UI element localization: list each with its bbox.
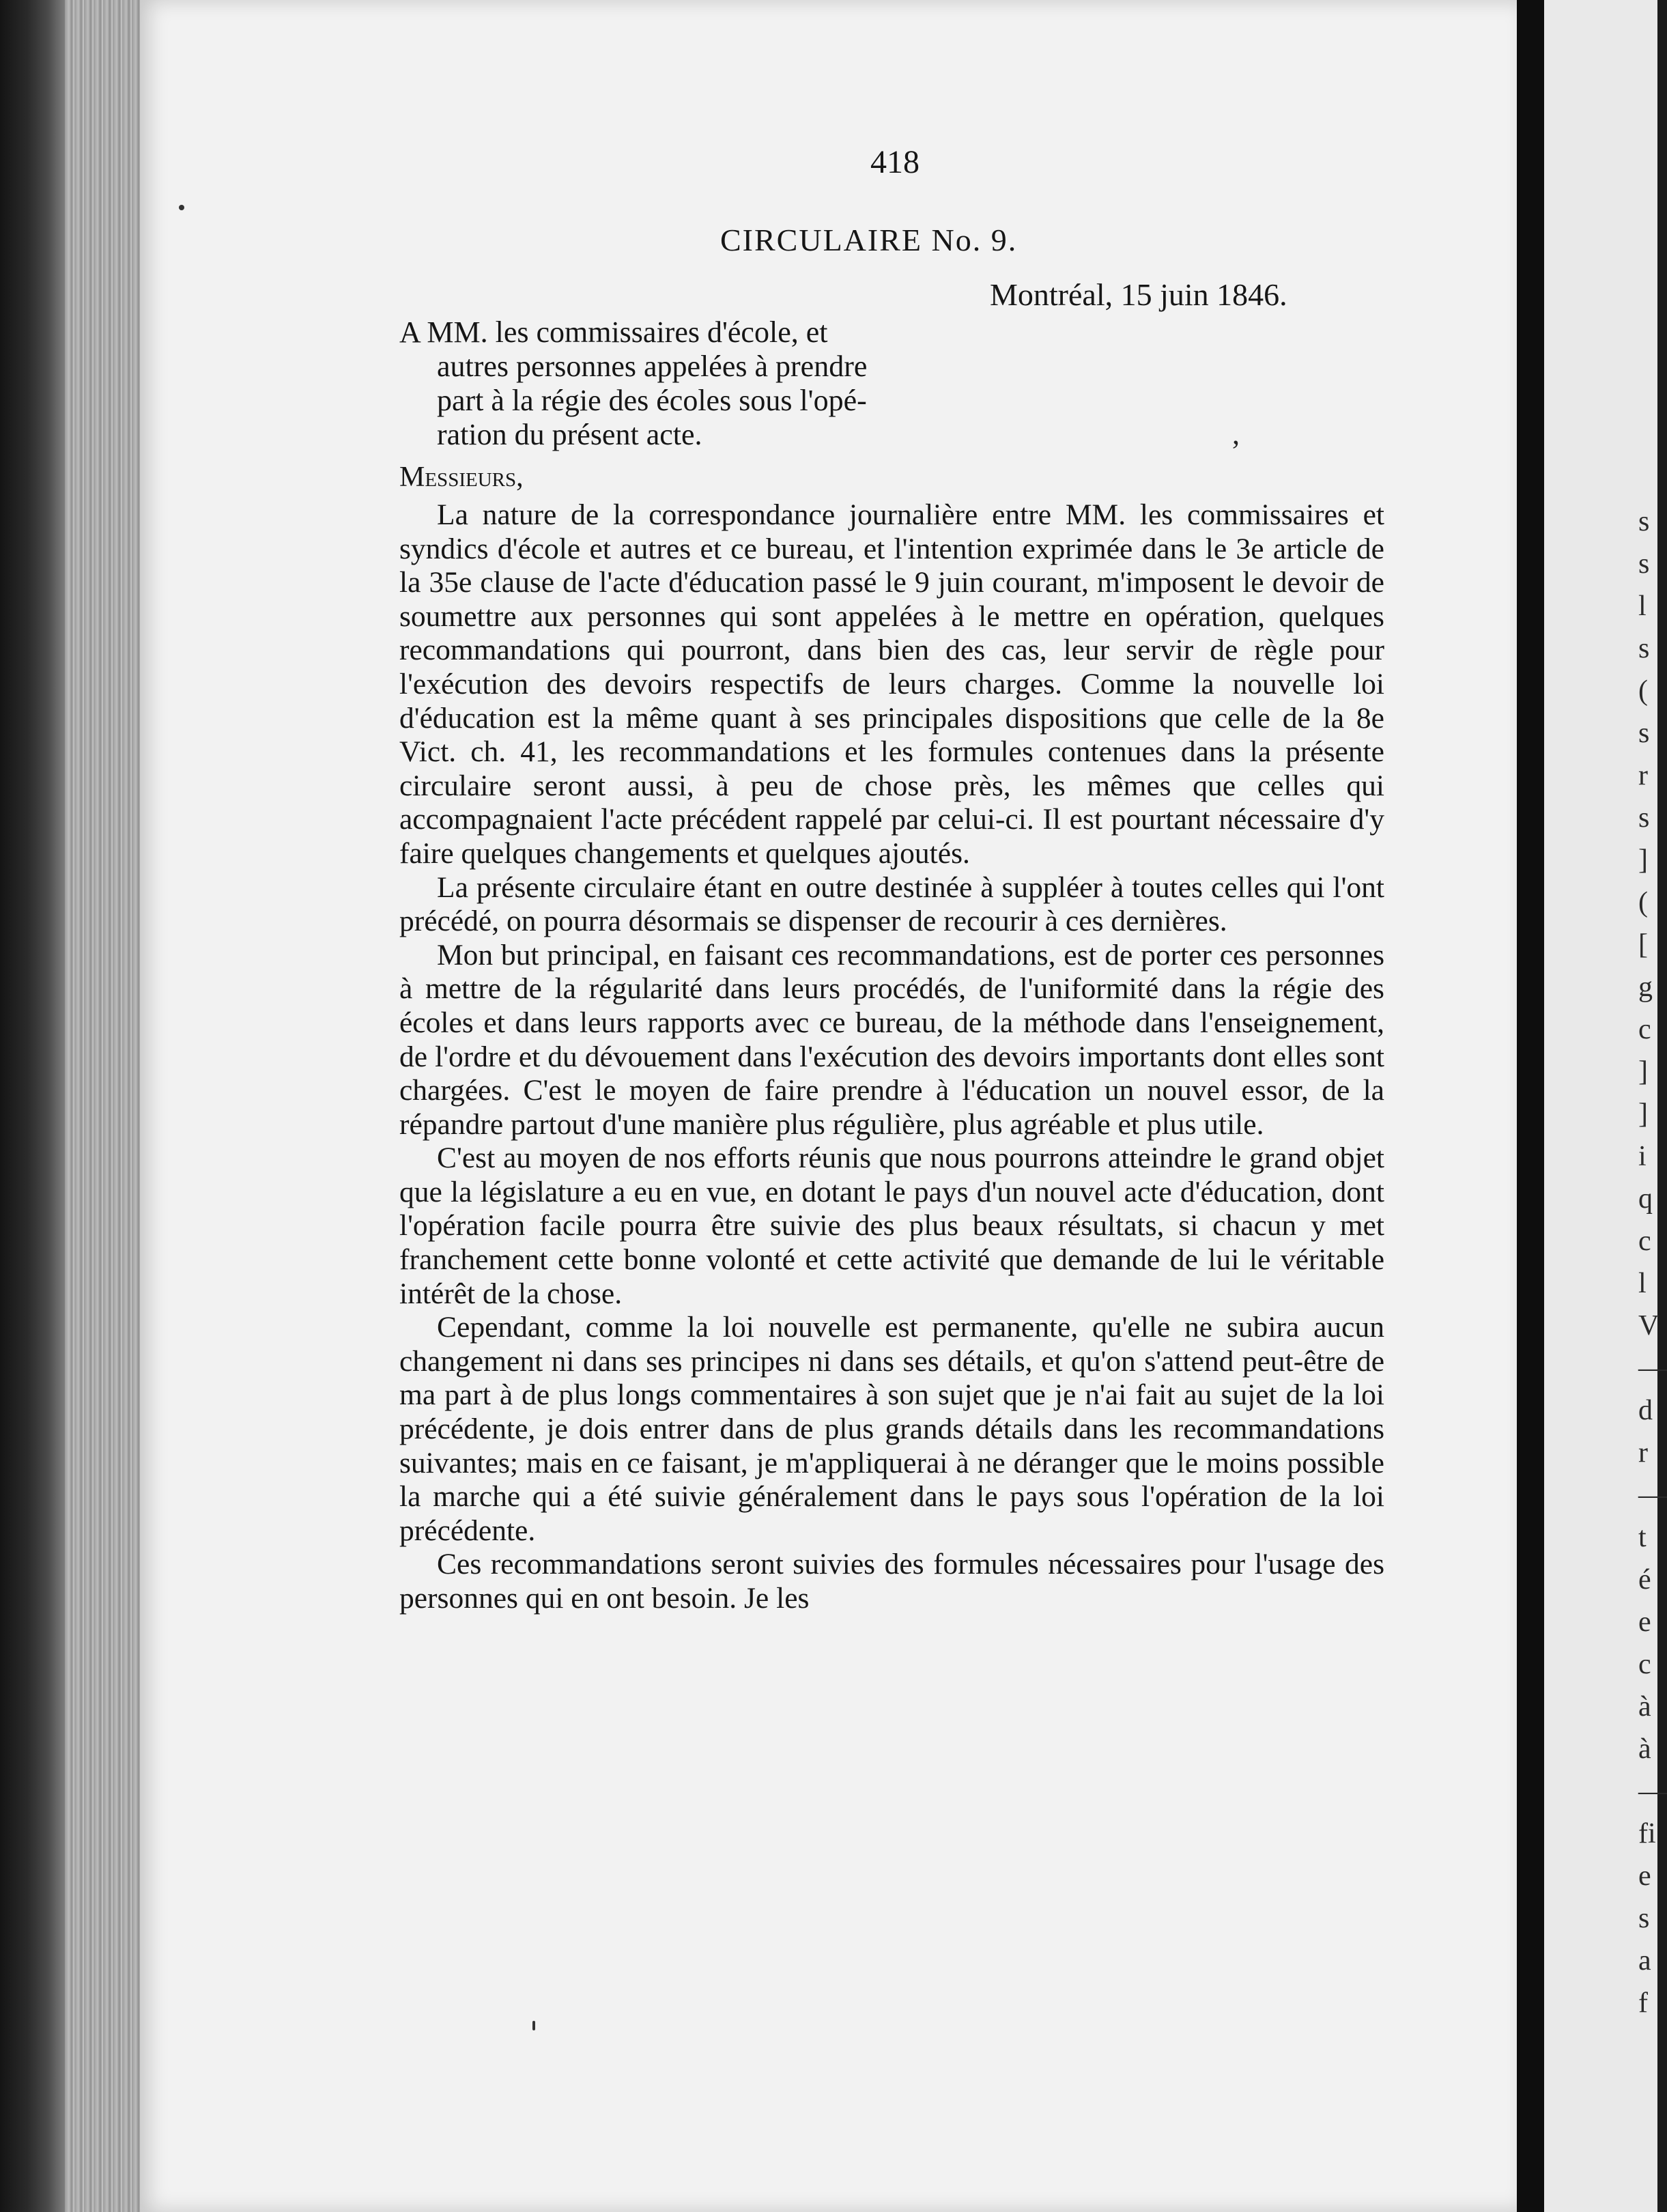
address-line: autres personnes appelées à prendre xyxy=(437,350,868,383)
facing-page-glyph: r xyxy=(1638,1437,1648,1469)
circular-heading: CIRCULAIRE No. 9. xyxy=(720,223,1018,257)
facing-page-glyph: s xyxy=(1638,718,1650,749)
facing-page-glyph: é xyxy=(1638,1564,1651,1596)
facing-page-glyph: l xyxy=(1638,1268,1647,1299)
facing-page-glyph: à xyxy=(1638,1733,1651,1765)
address-line: part à la régie des écoles sous l'opé- xyxy=(437,384,867,417)
facing-page-glyph: V xyxy=(1638,1310,1659,1342)
facing-page-glyph: t xyxy=(1638,1522,1647,1553)
facing-page-glyph: ( xyxy=(1638,675,1648,707)
facing-page-glyph: [ xyxy=(1638,929,1648,961)
facing-page-glyph: ( xyxy=(1638,887,1648,918)
scan-speck xyxy=(179,205,184,210)
facing-page-glyph: c xyxy=(1638,1649,1651,1680)
dateline: Montréal, 15 juin 1846. xyxy=(990,277,1287,312)
facing-page-glyph: r xyxy=(1638,760,1648,791)
facing-page-glyph: s xyxy=(1638,548,1650,580)
salutation: Messieurs, xyxy=(399,462,524,493)
book-gutter xyxy=(1517,0,1544,2212)
facing-page-glyph: s xyxy=(1638,1903,1650,1934)
paragraph: C'est au moyen de nos efforts réunis que nous pourrons atteindre le grand objet que la législature a eu en vue, en dotant le pays d'un nouvel acte d'éducation, dont l'opération facile pourra être suivie des plus beaux résultats, si chacun y met franchement cette bonne volonté et cette activité que demande de lui le véritable intérêt de la chose. xyxy=(399,1142,1384,1310)
facing-page-glyph: — xyxy=(1638,1479,1667,1511)
paragraph: Ces recommandations seront suivies des formules nécessaires pour l'usage des personnes qui en ont besoin. Je les xyxy=(399,1548,1384,1615)
paragraph: La présente circulaire étant en outre destinée à suppléer à toutes celles qui l'ont précédé, on pourra désormais se dispenser de recourir à ces dernières. xyxy=(399,870,1384,938)
letter-body xyxy=(399,498,1384,1616)
facing-page-glyph: f xyxy=(1638,1987,1648,2019)
facing-page-glyph: g xyxy=(1638,972,1653,1003)
facing-page-glyph: — xyxy=(1638,1776,1667,1807)
scan-speck xyxy=(532,2021,535,2030)
address-line: A MM. les commissaires d'école, et xyxy=(399,315,828,349)
stacked-page-edges xyxy=(65,0,143,2212)
margin-comma-mark: , xyxy=(1232,417,1240,451)
facing-page-glyph: i xyxy=(1638,1141,1647,1172)
facing-page-glyph: s xyxy=(1638,633,1650,664)
paragraph: Mon but principal, en faisant ces recommandations, est de porter ces personnes à mettre de la régularité dans leurs procédés, de l'uniformité dans la régie des écoles et dans leurs rapports avec ce bureau, de la méthode dans l'enseignement, de l'ordre et du dévouement dans l'exécution des devoirs importants dont elles sont chargées. C'est le moyen de faire prendre à l'éducation un nouvel essor, de la répandre partout d'une manière plus régulière, plus agréable et plus utile. xyxy=(399,938,1384,1141)
facing-page-glyph: ] xyxy=(1638,845,1648,876)
facing-page-glyph: s xyxy=(1638,802,1650,834)
paragraph: Cependant, comme la loi nouvelle est permanente, qu'elle ne subira aucun changement ni dans ses principes ni dans ses détails, et qu'on s'attend peut-être de ma part à de plus longs commentaires à son sujet que je n'ai fait au sujet de la loi précédente, je dois entrer dans de plus grands détails dans les recommandations suivantes; mais en ce faisant, je m'appliquerai à ne déranger que le moins possible la marche qui a été suivie généralement dans le pays sous l'opération de la loi précédente. xyxy=(399,1311,1384,1547)
facing-page-glyph: a xyxy=(1638,1945,1651,1976)
facing-page-glyph: c xyxy=(1638,1014,1651,1045)
facing-page-glyph: s xyxy=(1638,506,1650,537)
facing-page-glyph: — xyxy=(1638,1352,1667,1384)
facing-page-glyph: q xyxy=(1638,1183,1653,1215)
facing-page-glyph: d xyxy=(1638,1395,1653,1426)
facing-page-glyph: ] xyxy=(1638,1056,1648,1088)
paragraph: La nature de la correspondance journalière entre MM. les commissaires et syndics d'école et autres et ce bureau, et l'intention exprimée dans le 3e article de la 35e clause de l'acte d'éducation passé le 9 juin courant, m'imposent le devoir de soumettre aux personnes qui sont appelées à le mettre en opération, quelques recommandations qui pourront, dans bien des cas, leur servir de règle pour l'exécution des devoirs respectifs de leurs charges. Comme la nouvelle loi d'éducation est la même quant à ses principales dispositions que celle de la 8e Vict. ch. 41, les recommandations et les formules contenues dans la présente circulaire seront aussi, à peu de chose près, les mêmes que celles qui accompagnaient l'acte précédent rappelé par celui-ci. Il est pourtant nécessaire d'y faire quelques changements et quelques ajoutés. xyxy=(399,498,1384,870)
address-block xyxy=(399,315,1017,452)
facing-page-glyph: l xyxy=(1638,591,1647,622)
facing-page-glyph: ] xyxy=(1638,1098,1648,1130)
address-line: ration du présent acte. xyxy=(437,418,702,451)
facing-page-glyph: c xyxy=(1638,1225,1651,1257)
facing-page-glyph: fi xyxy=(1638,1818,1656,1849)
facing-page-glyph: à xyxy=(1638,1691,1651,1722)
facing-page-glyph: e xyxy=(1638,1860,1651,1892)
book-binding-edge xyxy=(0,0,65,2212)
facing-page-glyph: e xyxy=(1638,1606,1651,1638)
page-number: 418 xyxy=(870,144,920,180)
